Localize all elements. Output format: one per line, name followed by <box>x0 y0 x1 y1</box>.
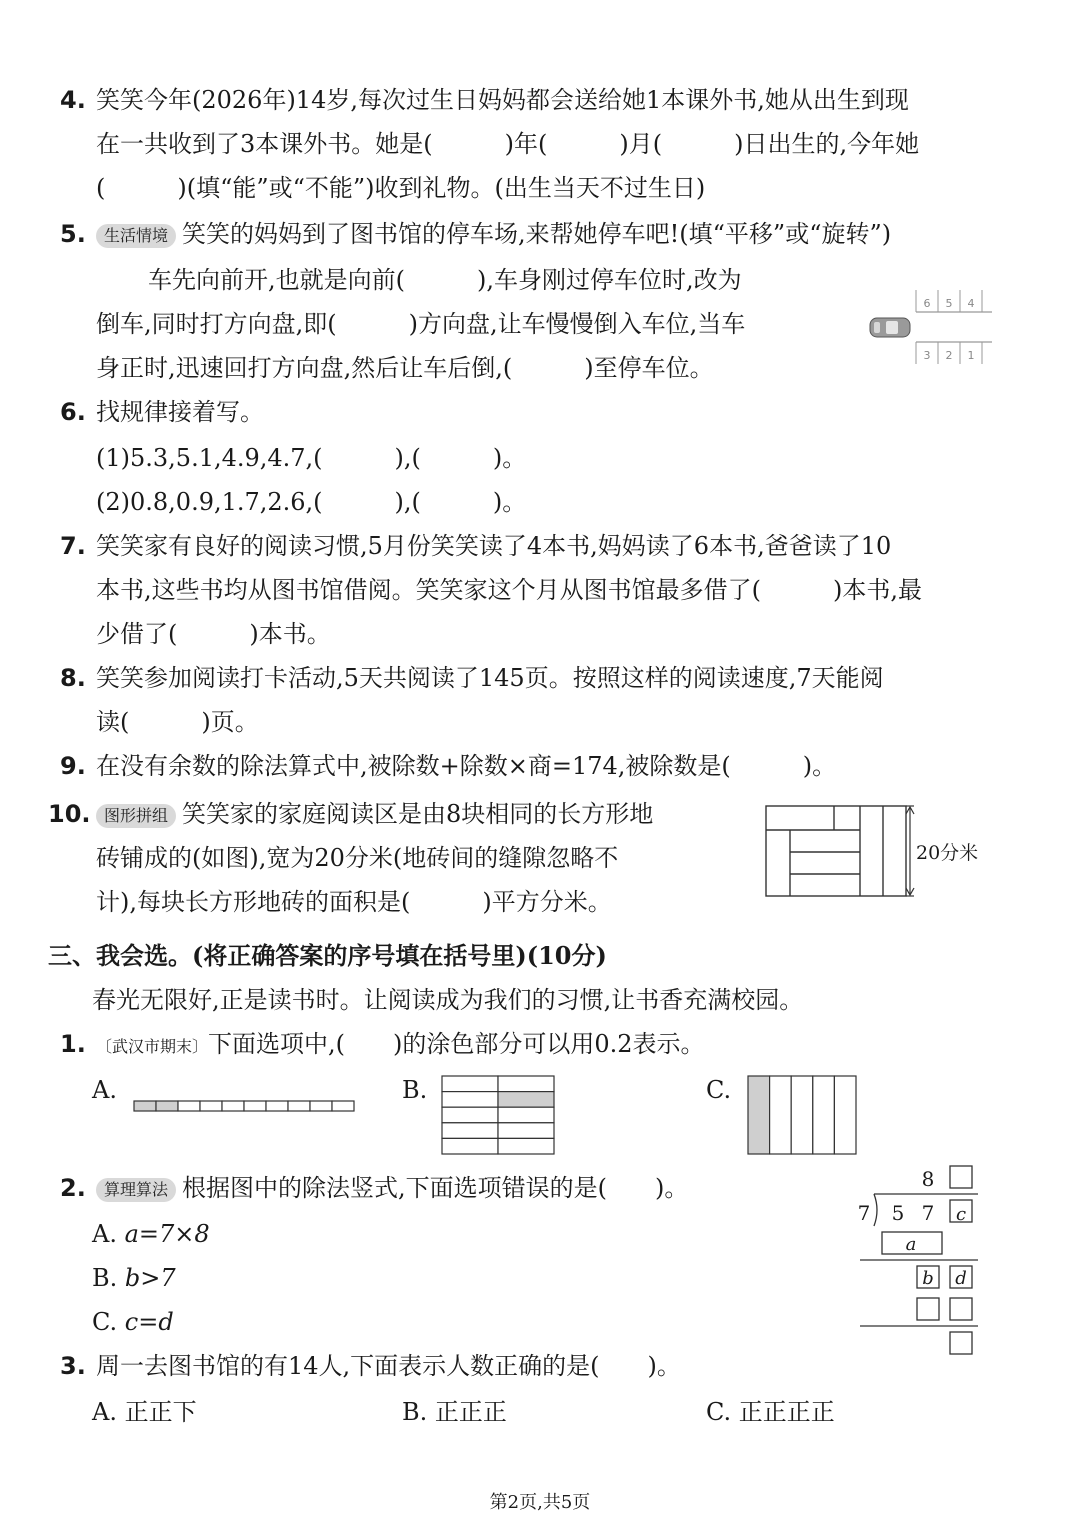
s1-line-1 <box>96 1028 705 1063</box>
grid-cell <box>442 1092 498 1108</box>
q5-line-2: 车先向前开,也就是向前( ),车身刚过停车位时,改为 <box>148 266 742 294</box>
q6-number: 6. <box>60 398 86 426</box>
q4-line-1: 笑笑今年(2026年)14岁,每次过生日妈妈都会送给她1本课外书,她从出生到现 <box>96 86 909 114</box>
divisor-digit: 7 <box>857 1201 871 1225</box>
s2-option-b <box>92 1262 176 1294</box>
s3-option-c: C. 正正正正 <box>706 1398 835 1426</box>
s2-option-b-text: b>7 <box>124 1264 176 1292</box>
grid-cell <box>498 1107 554 1123</box>
grid-cell <box>498 1138 554 1154</box>
width-dimension-label: 20分米 <box>916 842 979 864</box>
grid-cell <box>498 1076 554 1092</box>
column-cell <box>770 1076 792 1154</box>
q5-line-4: 身正时,迅速回打方向盘,然后让车后倒,( )至停车位。 <box>96 354 714 382</box>
column-cell <box>791 1076 813 1154</box>
column-cell <box>813 1076 835 1154</box>
dividend-box-c: c <box>955 1204 967 1225</box>
q10-line-2: 砖铺成的(如图),宽为20分米(地砖间的缝隙忽略不 <box>96 844 619 872</box>
q7-line-3: 少借了( )本书。 <box>96 620 331 648</box>
strip-cell <box>266 1101 288 1111</box>
s2-option-c-text: c=d <box>124 1308 174 1336</box>
q7-line-2: 本书,这些书均从图书馆借阅。笑笑家这个月从图书馆最多借了( )本书,最 <box>96 576 922 604</box>
grid-cell <box>498 1123 554 1139</box>
remainder-box-d: d <box>955 1268 967 1289</box>
slot-label-5: 5 <box>945 297 953 310</box>
q8-line-2: 读( )页。 <box>96 708 259 736</box>
q4-number: 4. <box>60 86 86 114</box>
s2-tag: 算理算法 <box>96 1178 176 1202</box>
dividend-digit-1: 5 <box>891 1201 905 1225</box>
q5-line-1 <box>96 218 891 250</box>
parking-lot-diagram <box>866 286 996 368</box>
strip-cell <box>222 1101 244 1111</box>
slot-label-3: 3 <box>923 349 931 362</box>
s1-source-tag: 〔武汉市期末〕 <box>96 1037 209 1056</box>
q10-tag: 图形拼组 <box>96 804 176 828</box>
q6-line-2: (1)5.3,5.1,4.9,4.7,( ),( )。 <box>96 444 527 472</box>
q6-line-3: (2)0.8,0.9,1.7,2.6,( ),( )。 <box>96 488 527 516</box>
strip-cell <box>134 1101 156 1111</box>
column-cell <box>748 1076 770 1154</box>
q8-line-1: 笑笑参加阅读打卡活动,5天共阅读了145页。按照这样的阅读速度,7天能阅 <box>96 664 884 692</box>
section-3-intro: 春光无限好,正是读书时。让阅读成为我们的习惯,让书香充满校园。 <box>92 986 804 1014</box>
column-cell <box>834 1076 856 1154</box>
car-icon <box>870 318 910 337</box>
q8-number: 8. <box>60 664 86 692</box>
s2-line-1-text: 根据图中的除法竖式,下面选项错误的是( )。 <box>182 1174 689 1202</box>
s1-option-b-label: B. <box>402 1076 428 1104</box>
grid-cell <box>442 1107 498 1123</box>
strip-cell <box>310 1101 332 1111</box>
s2-line-1 <box>96 1172 688 1204</box>
dividend-digit-2: 7 <box>921 1201 935 1225</box>
s1-option-c-label: C. <box>706 1076 732 1104</box>
q10-line-3: 计),每块长方形地砖的面积是( )平方分米。 <box>96 888 612 916</box>
strip-cell <box>244 1101 266 1111</box>
q10-number: 10. <box>48 800 91 828</box>
q5-tag: 生活情境 <box>96 224 176 248</box>
s1-option-a-strip <box>132 1100 356 1112</box>
long-division-diagram <box>856 1162 982 1358</box>
product-box-a: a <box>905 1234 917 1255</box>
s1-number: 1. <box>60 1030 86 1058</box>
q5-line-1-text: 笑笑的妈妈到了图书馆的停车场,来帮她停车吧!(填“平移”或“旋转”) <box>182 220 892 248</box>
tile-floor-diagram <box>764 804 994 898</box>
s2-number: 2. <box>60 1174 86 1202</box>
grid-cell <box>442 1138 498 1154</box>
s2-option-a-text: a=7×8 <box>124 1220 210 1248</box>
q4-line-2: 在一共收到了3本课外书。她是( )年( )月( )日出生的,今年她 <box>96 130 920 158</box>
remainder-box-b: b <box>922 1268 934 1289</box>
s3-option-a: A. 正正下 <box>92 1398 197 1426</box>
q5-line-3: 倒车,同时打方向盘,即( )方向盘,让车慢慢倒入车位,当车 <box>96 310 746 338</box>
page-footer: 第2页,共5页 <box>489 1492 591 1513</box>
q7-number: 7. <box>60 532 86 560</box>
s2-option-a <box>92 1218 210 1250</box>
q10-line-1 <box>96 798 653 830</box>
s1-option-c-columns <box>746 1074 858 1156</box>
s2-option-c <box>92 1306 174 1338</box>
slot-label-6: 6 <box>923 297 931 310</box>
q9-number: 9. <box>60 752 86 780</box>
s2-option-b-label: B. <box>92 1264 118 1292</box>
grid-cell <box>498 1092 554 1108</box>
s1-option-b-grid <box>440 1074 556 1156</box>
section-3-title: 三、我会选。(将正确答案的序号填在括号里)(10分) <box>48 941 607 970</box>
strip-cell <box>156 1101 178 1111</box>
s3-number: 3. <box>60 1352 86 1380</box>
grid-cell <box>442 1076 498 1092</box>
strip-cell <box>200 1101 222 1111</box>
strip-cell <box>178 1101 200 1111</box>
slot-label-1: 1 <box>967 349 975 362</box>
s1-line-1-text: 下面选项中,( )的涂色部分可以用0.2表示。 <box>208 1030 705 1058</box>
s3-option-b: B. 正正正 <box>402 1398 507 1426</box>
s2-option-c-label: C. <box>92 1308 118 1336</box>
strip-cell <box>288 1101 310 1111</box>
q4-line-3: ( )(填“能”或“不能”)收到礼物。(出生当天不过生日) <box>96 174 706 202</box>
slot-label-2: 2 <box>945 349 953 362</box>
grid-cell <box>442 1123 498 1139</box>
q5-number: 5. <box>60 220 86 248</box>
quotient-digit: 8 <box>921 1167 935 1191</box>
q9-line-1: 在没有余数的除法算式中,被除数+除数×商=174,被除数是( )。 <box>96 752 837 780</box>
s1-option-a-label: A. <box>92 1076 117 1104</box>
s2-option-a-label: A. <box>92 1220 117 1248</box>
q10-line-1-text: 笑笑家的家庭阅读区是由8块相同的长方形地 <box>182 800 654 828</box>
q6-line-1: 找规律接着写。 <box>96 398 264 426</box>
q7-line-1: 笑笑家有良好的阅读习惯,5月份笑笑读了4本书,妈妈读了6本书,爸爸读了10 <box>96 532 892 560</box>
s3-line-1: 周一去图书馆的有14人,下面表示人数正确的是( )。 <box>96 1352 681 1380</box>
slot-label-4: 4 <box>967 297 975 310</box>
strip-cell <box>332 1101 354 1111</box>
